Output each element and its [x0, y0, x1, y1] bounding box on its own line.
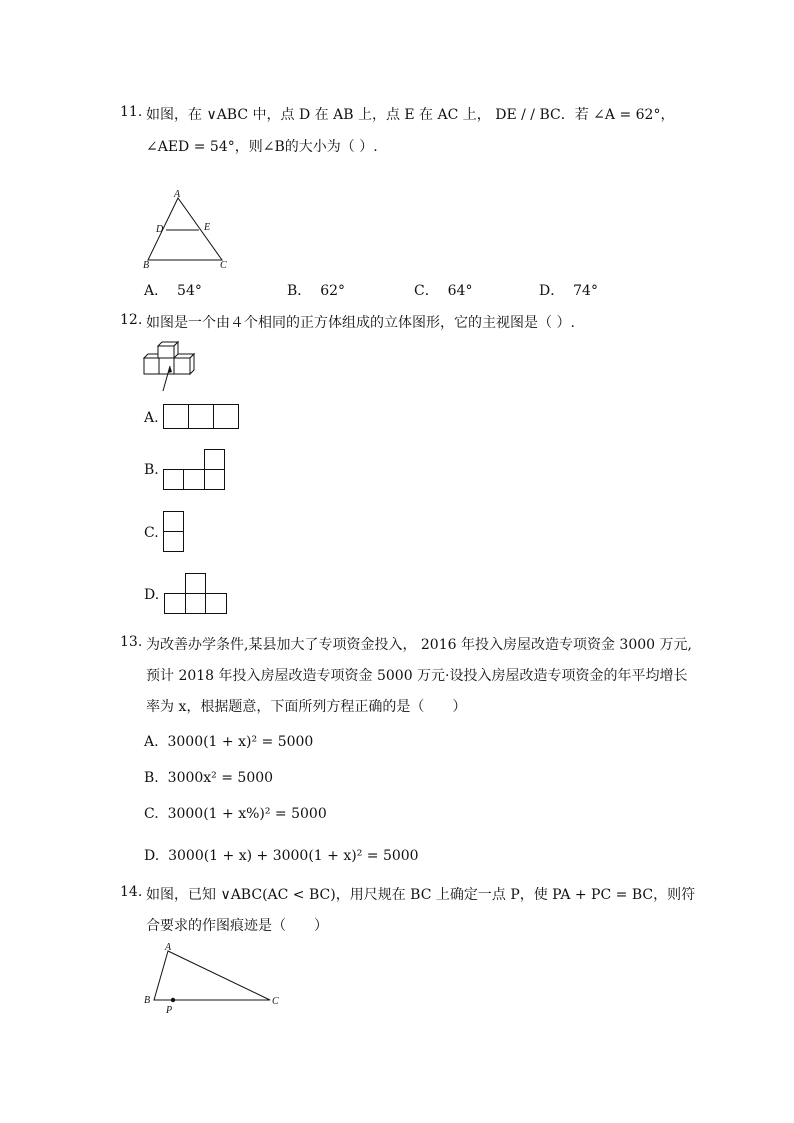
- q12-c-square-2: [163, 531, 184, 552]
- q11-option-b-letter: B．: [287, 283, 312, 299]
- q13-option-d: [144, 848, 419, 864]
- q12-b-square-3: [204, 469, 225, 490]
- q12-option-d-figure: [164, 573, 227, 614]
- q12-a-square-2: [188, 404, 214, 429]
- q13-option-b: [144, 770, 273, 786]
- q13-option-a-text: 3000(1 + x)² = 5000: [167, 734, 314, 750]
- q14-label-c: C: [272, 996, 279, 1007]
- q12-c-square-1: [163, 511, 184, 532]
- q12-option-b-letter: B.: [144, 462, 159, 478]
- q12-stem: 如图是一个由４个相同的正方体组成的立体图形，它的主视图是（ ）.: [146, 315, 575, 331]
- q13-option-b-text: 3000x² = 5000: [167, 770, 274, 786]
- q12-b-square-top: [204, 449, 225, 470]
- q13-option-a: [144, 734, 313, 750]
- q11-label-c: C: [220, 260, 227, 270]
- q11-label-d: D: [156, 224, 164, 235]
- q11-label-b: B: [143, 260, 150, 270]
- q11-label-e: E: [204, 222, 211, 233]
- q11-triangle-figure: [140, 190, 240, 270]
- q13-line3: 率为 x，根据题意，下面所列方程正确的是（ ）: [146, 699, 467, 715]
- q11-label-a: A: [174, 190, 181, 200]
- q12-option-b-figure: [163, 449, 225, 491]
- q11-option-b: [287, 280, 345, 300]
- q12-d-square-3: [205, 593, 227, 614]
- q13-option-c: [144, 806, 327, 822]
- q12-option-a-figure: [163, 404, 239, 429]
- q13-option-d-text: 3000(1 + x) + 3000(1 + x)² = 5000: [168, 848, 419, 864]
- q11-option-c-letter: C．: [414, 283, 439, 299]
- q12-d-square-2: [185, 593, 206, 614]
- q12-option-d-letter: D.: [144, 587, 160, 603]
- q14-label-p: P: [166, 1005, 173, 1016]
- q11-line1: 如图，在 ∨ABC 中，点 D 在 AB 上，点 E 在 AC 上， DE / / BC．若 ∠A = 62°，: [146, 107, 675, 123]
- q12-option-a-letter: A.: [144, 410, 159, 426]
- q11-line2: ∠AED = 54°，则∠B的大小为（ ）.: [146, 139, 378, 155]
- q13-number: 13.: [120, 634, 143, 650]
- q12-a-square-1: [163, 404, 189, 429]
- q11-number: 11.: [120, 104, 143, 120]
- q12-cube-figure: [142, 336, 202, 398]
- q12-b-square-2: [183, 469, 205, 490]
- q14-label-a: A: [165, 942, 172, 953]
- q14-triangle-figure: [140, 940, 290, 1020]
- q11-option-d-text: 74°: [573, 283, 598, 299]
- q12-option-c-letter: C.: [144, 525, 159, 541]
- q13-line2: 预计 2018 年投入房屋改造专项资金 5000 万元·设投入房屋改造专项资金的年平均增长: [146, 668, 688, 684]
- q14-label-b: B: [144, 995, 151, 1006]
- q14-line1: 如图，已知 ∨ABC(AC < BC)，用尺规在 BC 上确定一点 P，使 PA + PC = BC，则符: [146, 887, 696, 903]
- q12-option-c-figure: [163, 511, 184, 552]
- q11-option-d-letter: D．: [539, 283, 565, 299]
- q13-option-c-text: 3000(1 + x%)² = 5000: [167, 806, 327, 822]
- q12-d-square-1: [164, 593, 186, 614]
- q14-point-p: [171, 998, 175, 1002]
- q12-d-square-top: [185, 573, 206, 594]
- q12-number: 12.: [120, 312, 143, 328]
- q13-option-c-letter: C.: [144, 806, 159, 822]
- q11-option-d: [539, 280, 598, 300]
- q12-a-square-3: [213, 404, 239, 429]
- q13-option-a-letter: A.: [144, 734, 159, 750]
- q12-b-square-1: [163, 469, 184, 490]
- q13-option-d-letter: D.: [144, 848, 160, 864]
- q11-option-c-text: 64°: [447, 283, 473, 299]
- q11-option-b-text: 62°: [320, 283, 346, 299]
- q14-line2: 合要求的作图痕迹是（ ）: [146, 918, 328, 934]
- q11-option-a-text: 54°: [177, 283, 202, 299]
- q11-option-a: [144, 280, 202, 300]
- q13-option-b-letter: B.: [144, 770, 159, 786]
- q11-option-c: [414, 280, 472, 300]
- q11-option-a-letter: A．: [144, 283, 169, 299]
- q14-number: 14.: [120, 884, 143, 900]
- q13-line1: 为改善办学条件,某县加大了专项资金投入， 2016 年投入房屋改造专项资金 3000 万元,: [146, 637, 692, 653]
